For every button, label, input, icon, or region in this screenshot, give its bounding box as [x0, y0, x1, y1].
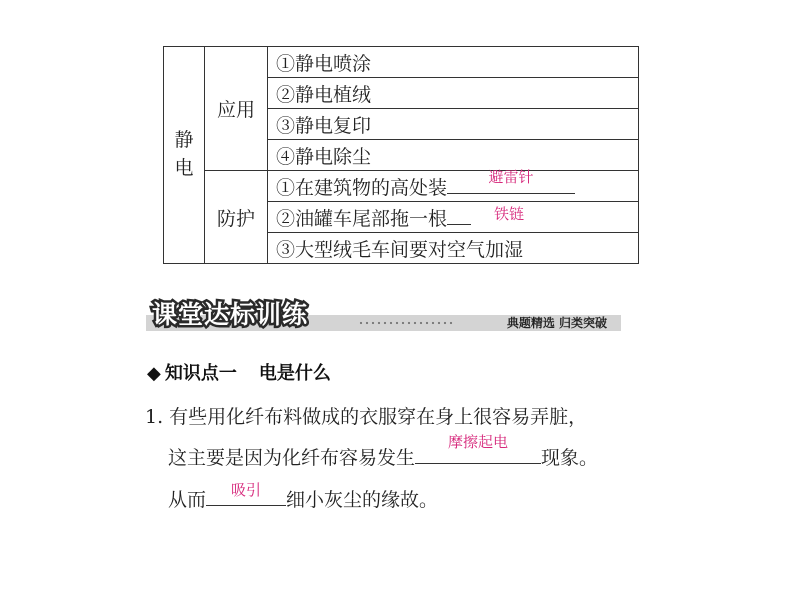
protection-label: 防护 [205, 171, 268, 264]
knowledge-point-label: 知识点一 [164, 363, 237, 384]
answer-text: 铁链 [494, 204, 525, 223]
answer-text: 避雷针 [488, 167, 534, 186]
protection-item-text: ①在建筑物的高处装 [276, 176, 448, 199]
answer-blank [479, 205, 539, 225]
protection-item: ③大型绒毛车间要对空气加湿 [268, 233, 639, 264]
application-item: ①静电喷涂 [268, 47, 639, 78]
banner-dots [358, 321, 453, 325]
question-text: 现象。 [541, 447, 599, 469]
section-banner [146, 296, 621, 336]
application-item: ②静电植绒 [268, 78, 639, 109]
answer-text: 摩擦起电 [448, 433, 509, 451]
question-line [168, 433, 599, 470]
answer-blank [447, 167, 575, 194]
knowledge-point-title: 电是什么 [258, 363, 331, 384]
topic-label: 静电 [174, 128, 194, 179]
question-text: 这主要是因为化纤布容易发生 [168, 447, 416, 469]
answer-blank-left [447, 204, 471, 225]
question-line [168, 481, 439, 512]
protection-item [268, 167, 639, 202]
topic-cell [164, 47, 205, 264]
application-item: ④静电除尘 [268, 140, 639, 171]
knowledge-point-heading [147, 359, 331, 385]
answer-blank [415, 433, 541, 464]
static-electricity-table [163, 46, 639, 264]
question-text: 从而 [168, 489, 207, 511]
application-label: 应用 [205, 47, 268, 171]
application-item: ③静电复印 [268, 109, 639, 140]
banner-title: 课堂达标训练 [152, 300, 309, 329]
question-line: 1. 有些用化纤布料做成的衣服穿在身上很容易弄脏， [145, 406, 588, 428]
answer-blank [206, 481, 286, 506]
diamond-icon: ◆ [147, 363, 161, 384]
banner-subtitle: 典题精选 归类突破 [506, 316, 607, 330]
protection-item-text: ②油罐车尾部拖一根 [276, 207, 448, 230]
question-text: 细小灰尘的缘故。 [286, 489, 439, 511]
answer-text: 吸引 [231, 481, 262, 499]
protection-item [268, 202, 639, 233]
